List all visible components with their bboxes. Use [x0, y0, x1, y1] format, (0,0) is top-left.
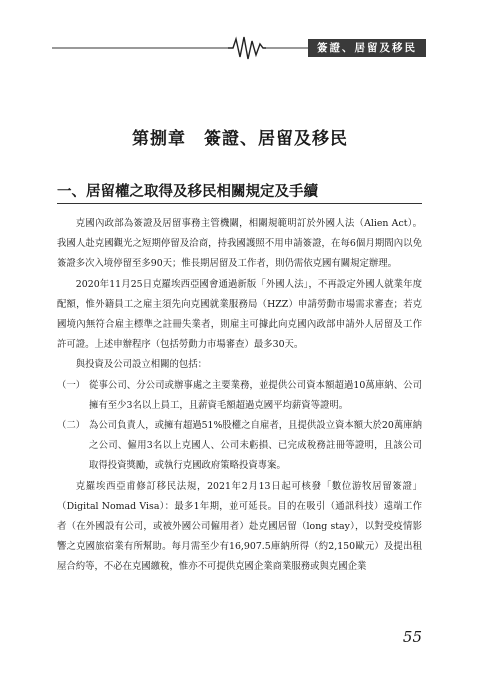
list-item-text: 為公司負責人，或擁有超過51%股權之自雇者，且提供設立資本額大於20萬庫納之公司、僱用3名以上克國人、公司未虧損、已完成稅務註冊等證明，且該公司取得投資獎勵，或執行克國政府策略投資專案。	[89, 420, 422, 472]
paragraph: 克羅埃西亞甫修訂移民法規，2021年2月13日起可核發「數位游牧居留簽證」（Digital Nomad Visa）：最多1年期，並可延長。目的在吸引（通訊科技）遠端工作者（在外國設有公司，或被外國公司僱用者）赴克國居留（long stay），以對受疫情影響之克國旅宿業有所幫助。每月需至少有16,907.5庫納所得（約2,150歐元）及提出租屋合約等，不必在克國繳稅，惟亦不可提供克國企業商業服務或與克國企業	[57, 480, 422, 573]
page-number: 55	[402, 628, 422, 646]
list-item-text: 從事公司、分公司或辦事處之主要業務，並提供公司資本額超過10萬庫納、公司擁有至少3名以上員工，且薪資毛額超過克國平均薪資等證明。	[89, 379, 422, 411]
section-divider	[57, 203, 422, 204]
list-item	[57, 416, 422, 477]
section-title: 一、居留權之取得及移民相關規定及手續	[57, 183, 318, 200]
chapter-title: 第捌章 簽證、居留及移民	[132, 129, 348, 149]
paragraph: 2020年11月25日克羅埃西亞國會通過新版「外國人法」，不再設定外國人就業年度配額，惟外籍員工之雇主須先向克國就業服務局（HZZ）申請勞動市場需求審查；若克國境內無符合雇主標準之註冊失業者，則雇主可據此向克國內政部申請外人居留及工作許可證。上述申辦程序（包括勞動力市場審查）最多30天。	[57, 278, 422, 351]
body-text	[57, 214, 422, 578]
header-title: 簽證、居留及移民	[308, 39, 426, 57]
list-marker: （二）	[57, 420, 86, 432]
running-header	[52, 35, 426, 61]
list-item	[57, 376, 422, 416]
list-marker: （一）	[57, 379, 86, 391]
paragraph: 克國內政部為簽證及居留事務主管機關，相關規範明訂於外國人法（Alien Act）。我國人赴克國觀光之短期停留及洽商，持我國護照不用申請簽證，在每6個月期間內以免簽證多次入境停留至多90天；惟長期居留及工作者，則仍需依克國有關規定辦理。	[57, 218, 422, 270]
paragraph: 與投資及公司設立相關的包括：	[75, 359, 208, 371]
